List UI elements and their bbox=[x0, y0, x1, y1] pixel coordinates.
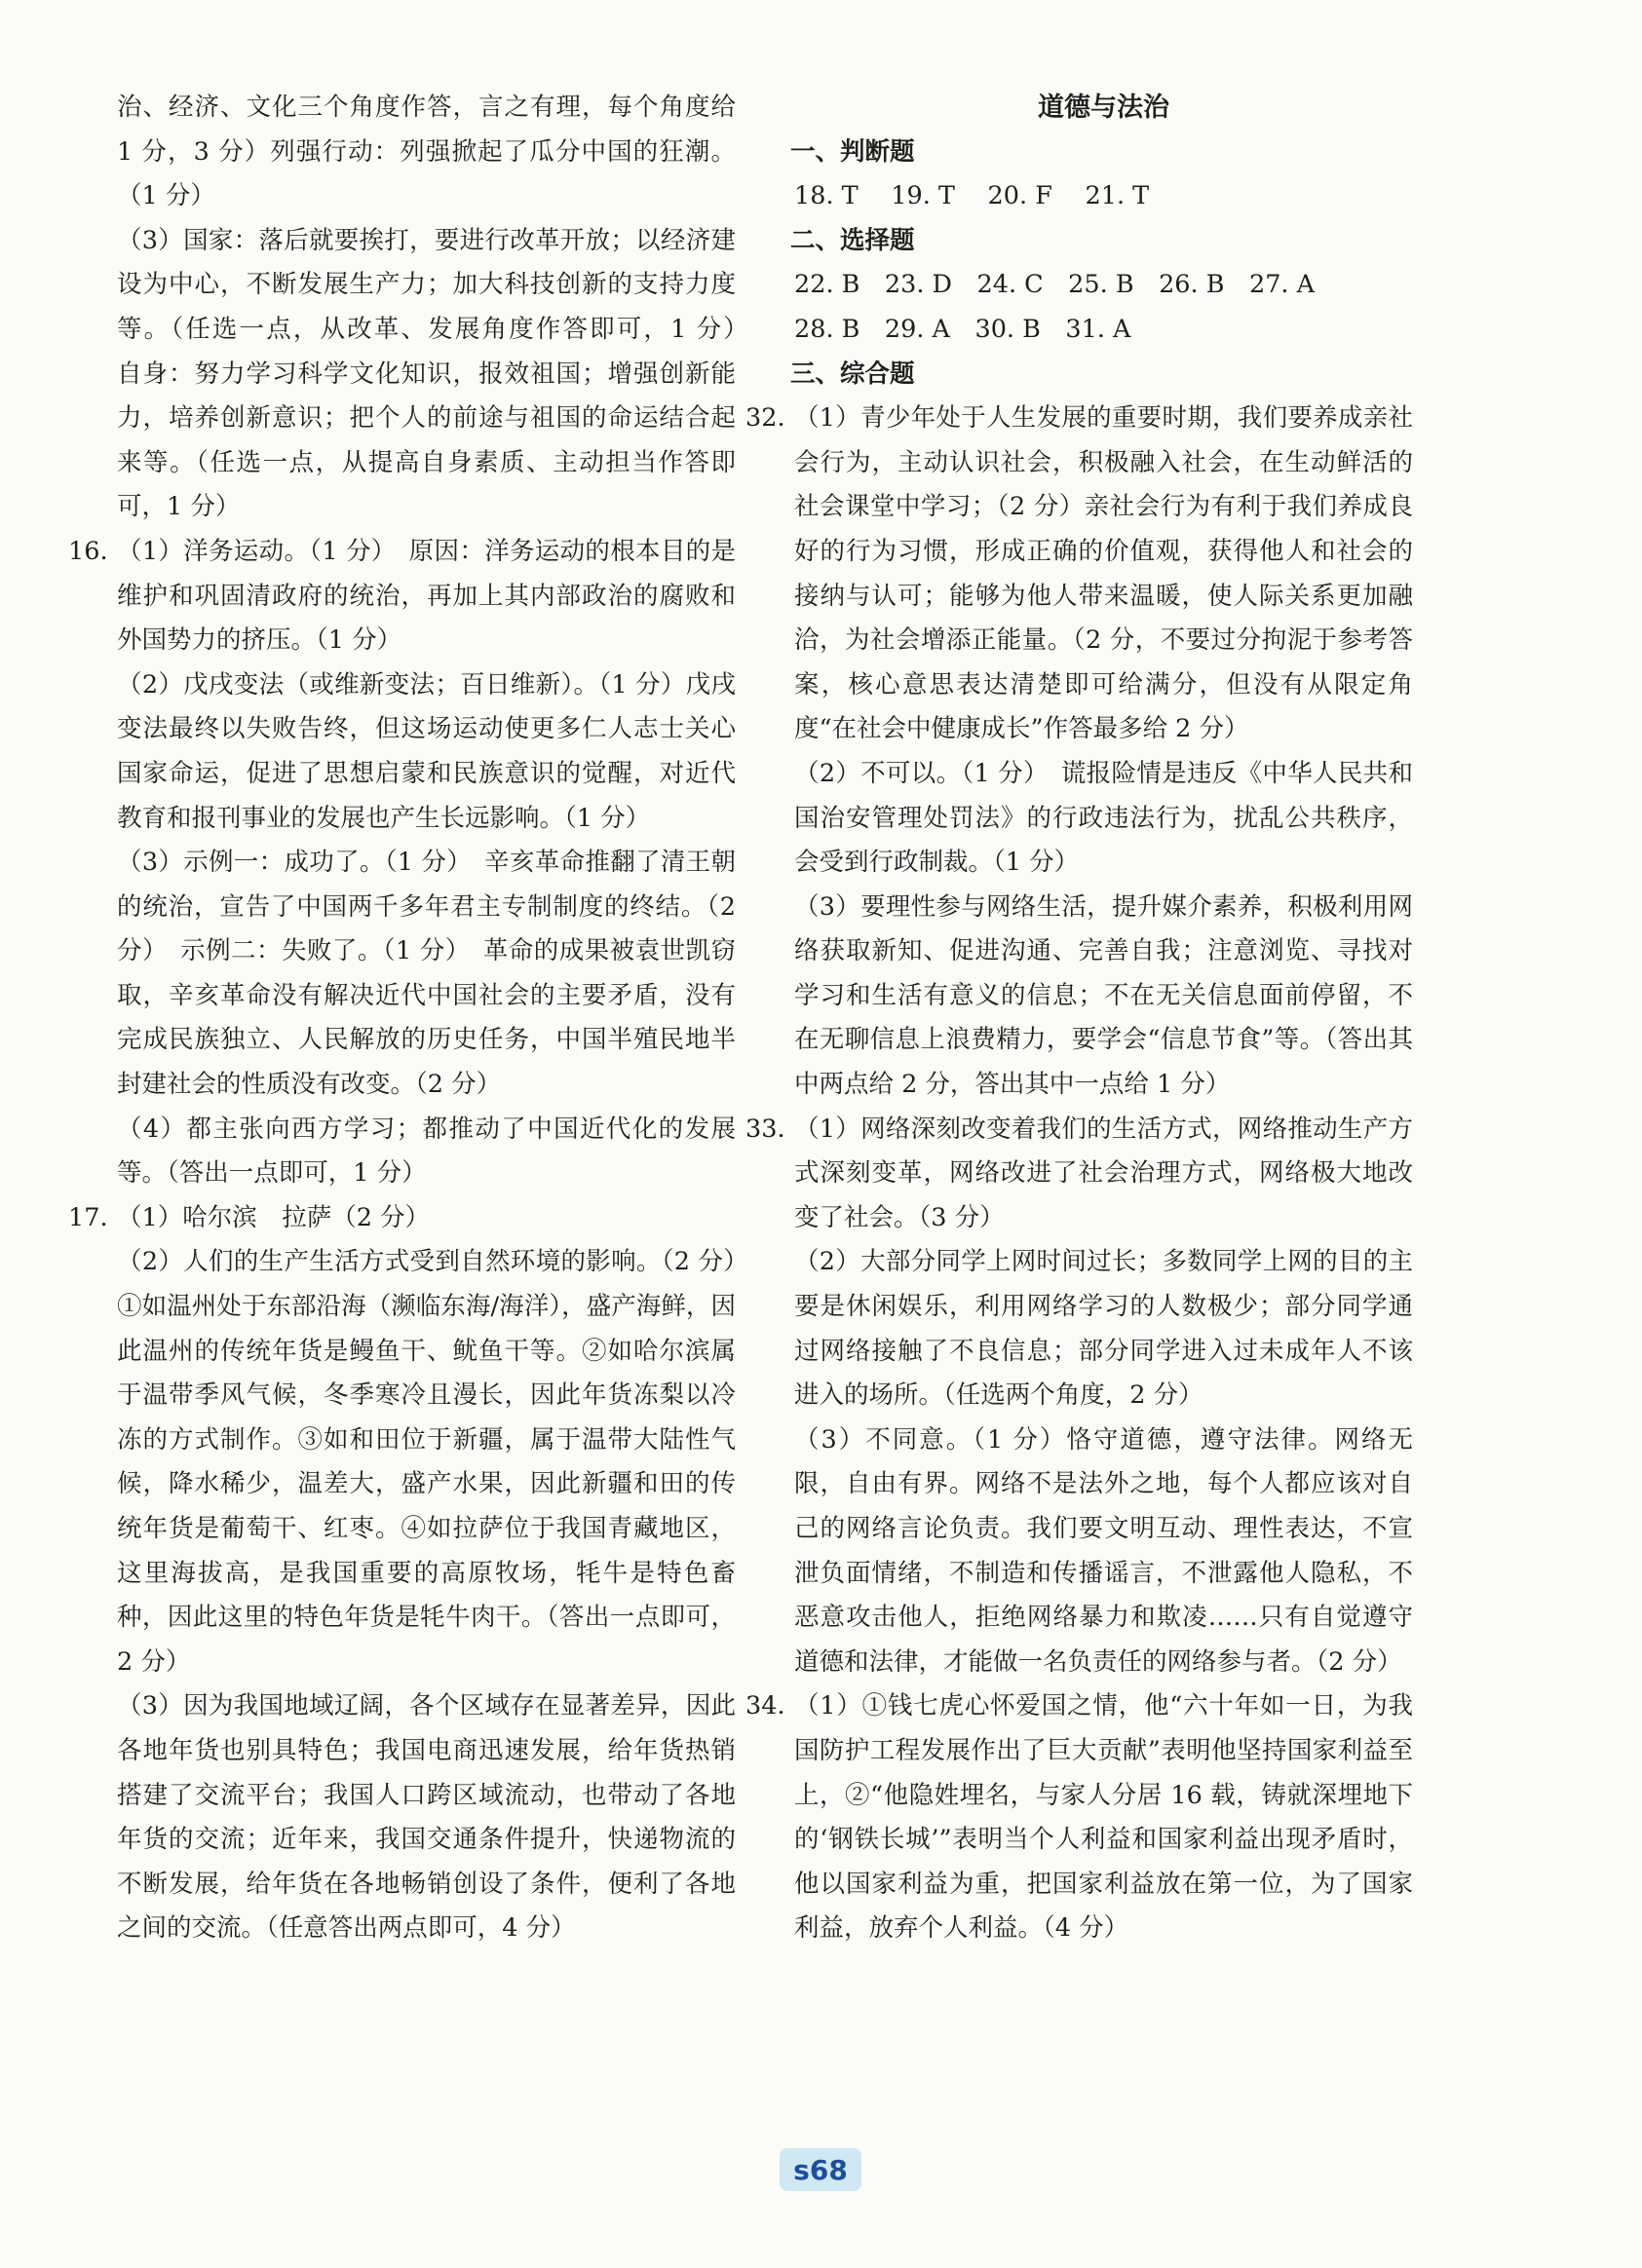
subject-title: 道德与法治 bbox=[1038, 93, 1169, 123]
question-32 bbox=[745, 397, 1413, 1108]
question-33 bbox=[745, 1108, 1413, 1685]
q17-part-1: （1）哈尔滨 拉萨（2 分） bbox=[117, 1202, 431, 1232]
q17-part-2: （2）人们的生产生活方式受到自然环境的影响。（2 分）①如温州处于东部沿海（濒临东海/海洋），盛产海鲜，因此温州的传统年货是鳗鱼干、鱿鱼干等。②如哈尔滨属于温带季风气候，冬季寒冷且漫长，因此年货冻梨以冷冻的方式制作。③如和田位于新疆，属于温带大陆性气候，降水稀少，温差大，盛产水果，因此新疆和田的传统年货是葡萄干、红枣。④如拉萨位于我国青藏地区，这里海拔高，是我国重要的高原牧场，牦牛是特色畜种，因此这里的特色年货是牦牛肉干。（答出一点即可，2 分） bbox=[117, 1247, 736, 1677]
right-column bbox=[745, 86, 1413, 1951]
q33-part-3: （3）不同意。（1 分）恪守道德，遵守法律。网络无限，自由有界。网络不是法外之地，每个人都应该对自己的网络言论负责。我们要文明互动、理性表达，不宣泄负面情绪，不制造和传播谣言，不泄露他人隐私，不恶意攻击他人，拒绝网络暴力和欺凌……只有自觉遵守道德和法律，才能做一名负责任的网络参与者。（2 分） bbox=[794, 1424, 1413, 1677]
section-comprehensive-heading: 三、综合题 bbox=[790, 359, 915, 389]
page-number-badge: s68 bbox=[780, 2148, 861, 2191]
choice-answers-row-1: 22. B 23. D 24. C 25. B 26. B 27. A bbox=[794, 270, 1316, 300]
q16-part-2: （2）戊戌变法（或维新变法；百日维新）。（1 分）戊戌变法最终以失败告终，但这场运动使更多仁人志士关心国家命运，促进了思想启蒙和民族意识的觉醒，对近代教育和报刊事业的发展也产生长远影响。（1 分） bbox=[117, 669, 736, 833]
q33-part-2: （2）大部分同学上网时间过长；多数同学上网的目的主要是休闲娱乐，利用网络学习的人数极少；部分同学通过网络接触了不良信息；部分同学进入过未成年人不该进入的场所。（任选两个角度，2 分） bbox=[794, 1247, 1413, 1411]
question-17-number: 17. bbox=[68, 1202, 108, 1232]
continued-paragraph-1: 治、经济、文化三个角度作答，言之有理，每个角度给 1 分，3 分）列强行动：列强掀起了瓜分中国的狂潮。（1 分） bbox=[117, 93, 736, 211]
question-34 bbox=[745, 1684, 1413, 1951]
q32-part-2: （2）不可以。（1 分） 谎报险情是违反《中华人民共和国治安管理处罚法》的行政违法行为，扰乱公共秩序，会受到行政制裁。（1 分） bbox=[794, 758, 1413, 878]
question-34-number: 34. bbox=[745, 1691, 785, 1721]
continued-paragraph-2: （3）国家：落后就要挨打，要进行改革开放；以经济建设为中心，不断发展生产力；加大科技创新的支持力度等。（任选一点，从改革、发展角度作答即可，1 分） 自身：努力学习科学文化知识，报效祖国；增强创新能力，培养创新意识；把个人的前途与祖国的命运结合起来等。（任选一点，从提高自身素质、主动担当作答即可，1 分） bbox=[117, 225, 761, 522]
question-16 bbox=[68, 530, 736, 1196]
q33-part-1: （1）网络深刻改变着我们的生活方式，网络推动生产方式深刻变革，网络改进了社会治理方式，网络极大地改变了社会。（3 分） bbox=[794, 1114, 1413, 1232]
judgement-answers: 18. T 19. T 20. F 21. T bbox=[794, 181, 1150, 211]
q32-part-3: （3）要理性参与网络生活，提升媒介素养，积极利用网络获取新知、促进沟通、完善自我；注意浏览、寻找对学习和生活有意义的信息；不在无关信息面前停留，不在无聊信息上浪费精力，要学会“信息节食”等。（答出其中两点给 2 分，答出其中一点给 1 分） bbox=[794, 891, 1413, 1100]
section-choice-heading: 二、选择题 bbox=[790, 225, 915, 255]
question-16-number: 16. bbox=[68, 536, 108, 566]
q32-part-1: （1）青少年处于人生发展的重要时期，我们要养成亲社会行为，主动认识社会，积极融入社会，在生动鲜活的社会课堂中学习；（2 分）亲社会行为有利于我们养成良好的行为习惯，形成正确的价值观，获得他人和社会的接纳与认可；能够为他人带来温暖，使人际关系更加融洽，为社会增添正能量。（2 分，不要过分拘泥于参考答案，核心意思表达清楚即可给满分，但没有从限定角度“在社会中健康成长”作答最多给 2 分） bbox=[794, 403, 1413, 744]
question-17 bbox=[68, 1196, 736, 1951]
question-33-number: 33. bbox=[745, 1114, 785, 1144]
q17-part-3: （3）因为我国地域辽阔，各个区域存在显著差异，因此各地年货也别具特色；我国电商迅速发展，给年货热销搭建了交流平台；我国人口跨区域流动，也带动了各地年货的交流；近年来，我国交通条件提升，快递物流的不断发展，给年货在各地畅销创设了条件，便利了各地之间的交流。（任意答出两点即可，4 分） bbox=[117, 1691, 736, 1944]
section-judgement-heading: 一、判断题 bbox=[790, 136, 915, 167]
q16-part-4: （4）都主张向西方学习；都推动了中国近代化的发展等。（答出一点即可，1 分） bbox=[117, 1114, 736, 1189]
q34-part-1: （1）①钱七虎心怀爱国之情，他“六十年如一日，为我国防护工程发展作出了巨大贡献”表明他坚持国家利益至上，②“他隐姓埋名，与家人分居 16 载，铸就深埋地下的‘钢铁长城’”表明当个人利益和国家利益出现矛盾时，他以国家利益为重，把国家利益放在第一位，为了国家利益，放弃个人利益。（4 分） bbox=[794, 1691, 1413, 1944]
left-column bbox=[68, 86, 761, 1951]
q16-part-3: （3）示例一：成功了。（1 分） 辛亥革命推翻了清王朝的统治，宣告了中国两千多年君主专制制度的终结。（2 分） 示例二：失败了。（1 分） 革命的成果被袁世凯窃取，辛亥革命没有解决近代中国社会的主要矛盾，没有完成民族独立、人民解放的历史任务，中国半殖民地半封建社会的性质没有改变。（2 分） bbox=[117, 848, 736, 1100]
choice-answers-row-2: 28. B 29. A 30. B 31. A bbox=[794, 314, 1131, 344]
question-32-number: 32. bbox=[745, 403, 785, 434]
q16-part-1: （1）洋务运动。（1 分） 原因：洋务运动的根本目的是维护和巩固清政府的统治，再加上其内部政治的腐败和外国势力的挤压。（1 分） bbox=[117, 536, 736, 656]
